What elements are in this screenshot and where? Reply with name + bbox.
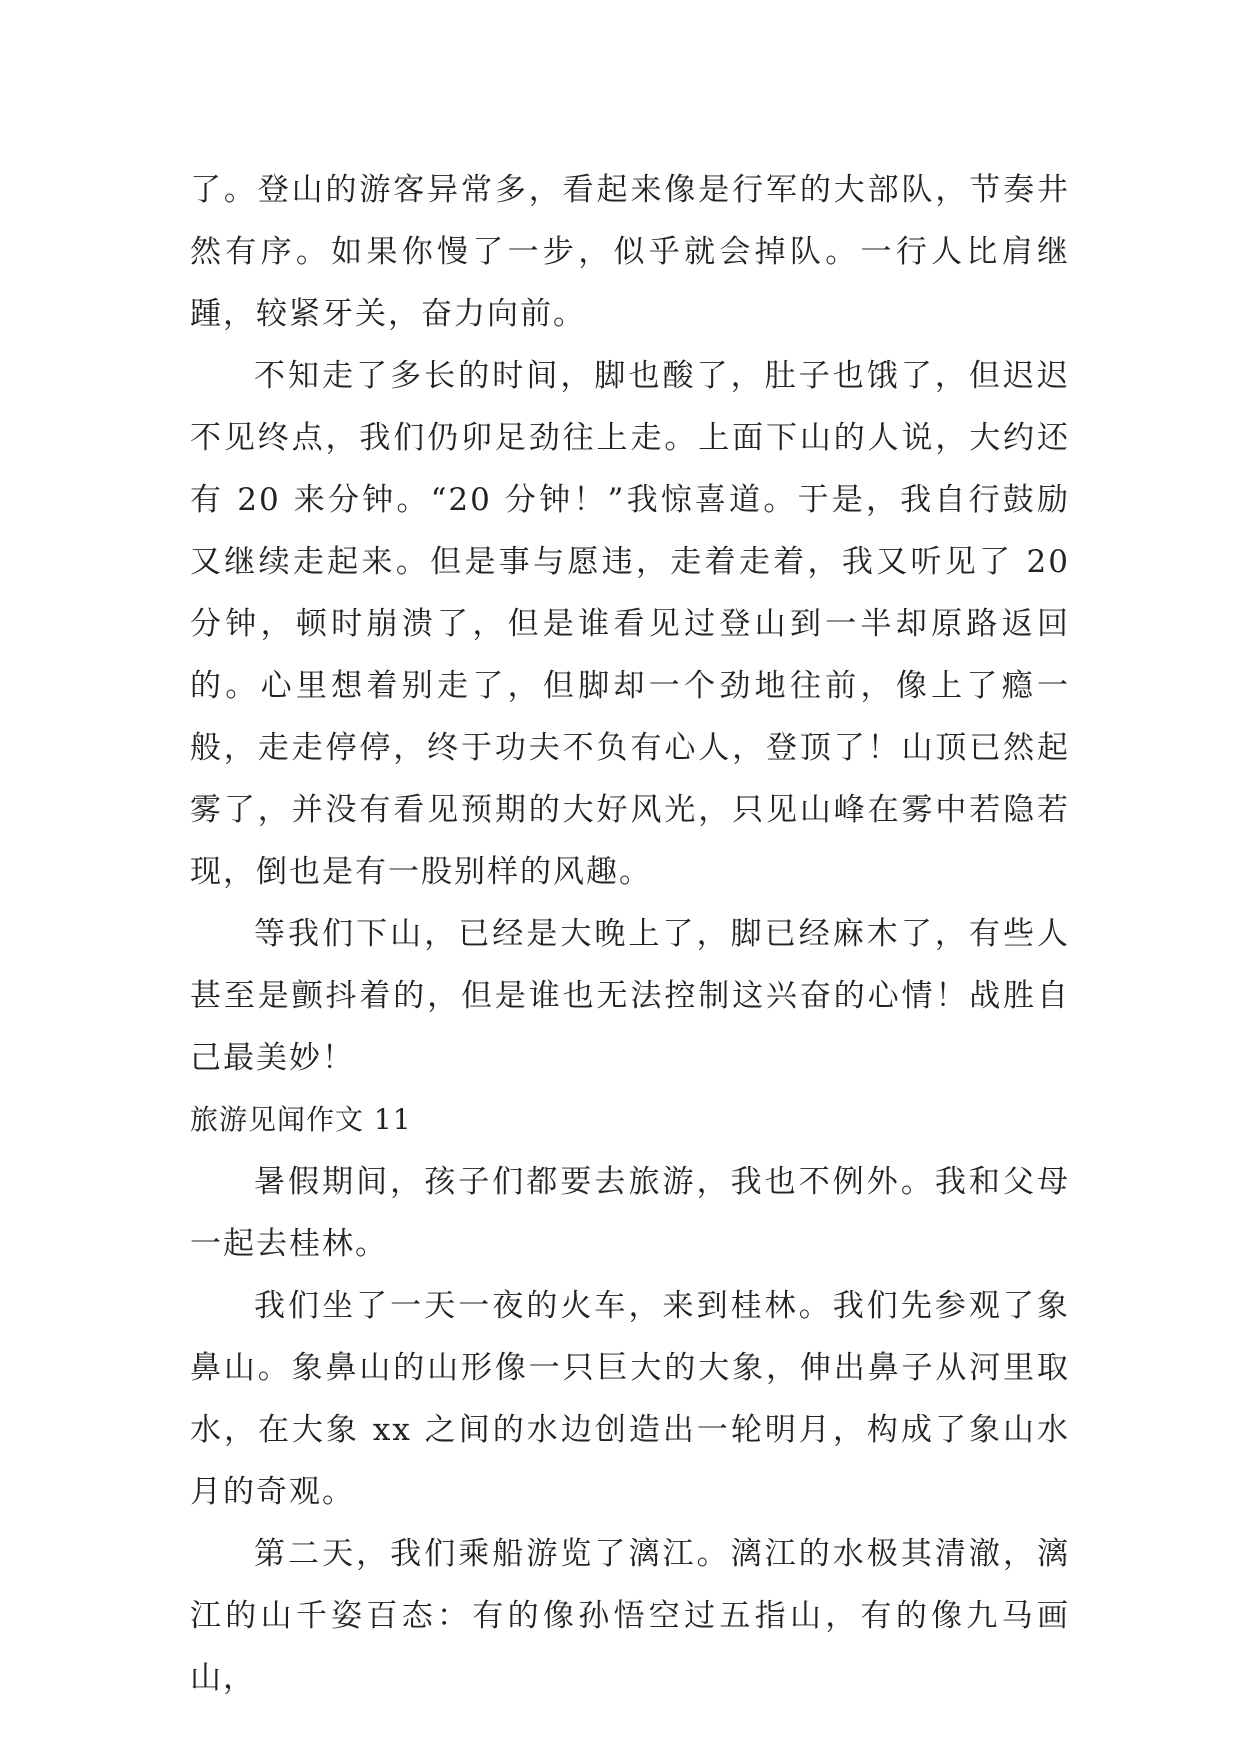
paragraph: 等我们下山，已经是大晚上了，脚已经麻木了，有些人甚至是颤抖着的，但是谁也无法控制这兴奋的心情！战胜自己最美妙！ (190, 916, 1070, 1076)
paragraph: 了。登山的游客异常多，看起来像是行军的大部队，节奏井然有序。如果你慢了一步，似乎就会掉队。一行人比肩继踵，较紧牙关，奋力向前。 (190, 172, 1070, 332)
paragraph: 不知走了多长的时间，脚也酸了，肚子也饿了，但迟迟不见终点，我们仍卯足劲往上走。上面下山的人说，大约还有 20 来分钟。“20 分钟！”我惊喜道。于是，我自行鼓励又继续走起来。但是事与愿违，走着走着，我又听见了 20 分钟，顿时崩溃了，但是谁看见过登山到一半却原路返回的。心里想着别走了，但脚却一个劲地往前，像上了瘾一般，走走停停，终于功夫不负有心人，登顶了！山顶已然起雾了，并没有看见预期的大好风光，只见山峰在雾中若隐若现，倒也是有一股别样的风趣。 (190, 358, 1070, 890)
document-body (190, 159, 1070, 1709)
paragraph: 第二天，我们乘船游览了漓江。漓江的水极其清澈，漓江的山千姿百态：有的像孙悟空过五指山，有的像九马画山， (190, 1536, 1070, 1696)
paragraph: 我们坐了一天一夜的火车，来到桂林。我们先参观了象鼻山。象鼻山的山形像一只巨大的大象，伸出鼻子从河里取水，在大象 xx 之间的水边创造出一轮明月，构成了象山水月的奇观。 (190, 1288, 1070, 1510)
paragraph: 暑假期间，孩子们都要去旅游，我也不例外。我和父母一起去桂林。 (190, 1164, 1070, 1262)
section-heading: 旅游见闻作文 11 (190, 1103, 412, 1136)
